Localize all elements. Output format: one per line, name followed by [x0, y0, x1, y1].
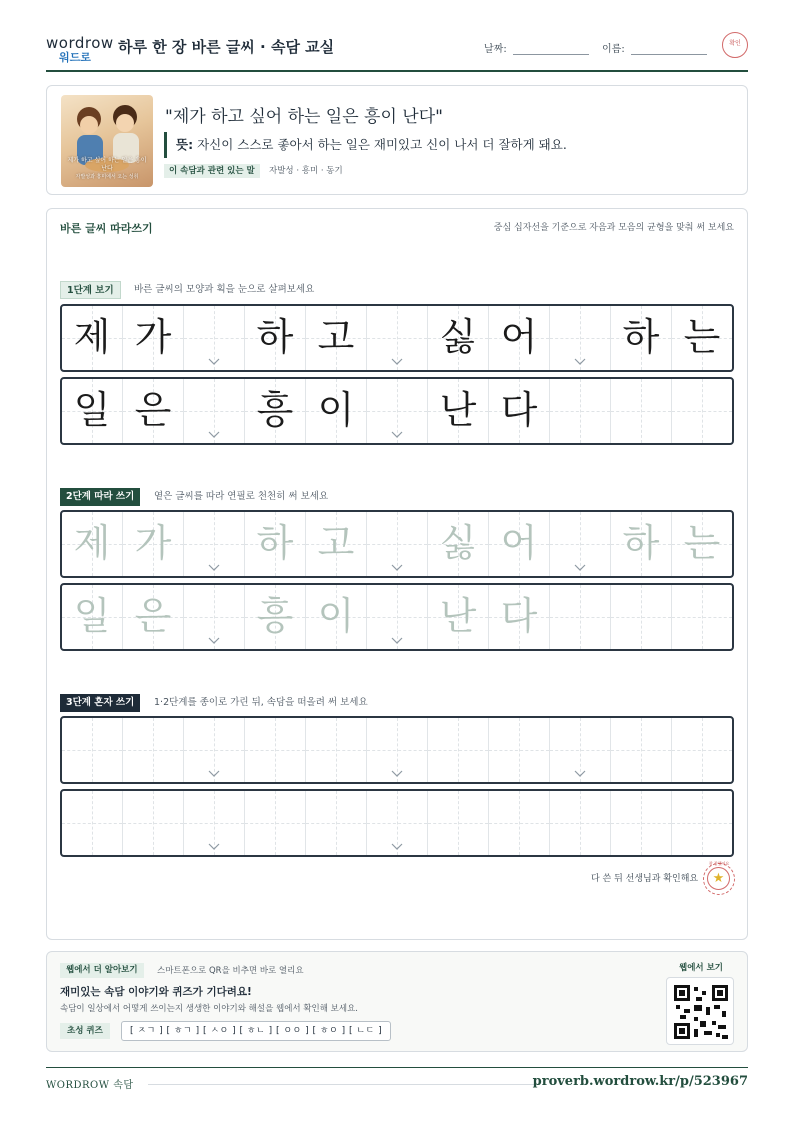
trace-character: 일 — [73, 594, 111, 638]
grid-cell[interactable] — [123, 512, 184, 576]
word-spacing-icon — [574, 564, 586, 572]
stage2-row-1[interactable] — [60, 510, 734, 578]
practice-hint: 중심 십자선을 기준으로 자음과 모음의 균형을 맞춰 써 보세요 — [493, 223, 734, 233]
qr-label: 웹에서 보기 — [679, 963, 724, 973]
grid-cell[interactable] — [611, 585, 672, 649]
footer-brand: WORDROW 속담 — [46, 1080, 134, 1091]
page-header — [46, 30, 748, 72]
web-headline: 재미있는 속담 이야기와 퀴즈가 기다려요! — [60, 986, 252, 998]
trace-character: 하 — [622, 521, 660, 565]
grid-cell[interactable] — [367, 791, 428, 855]
grid-cell[interactable] — [672, 512, 732, 576]
guide-line-vertical — [580, 585, 581, 649]
grid-cell[interactable] — [489, 791, 550, 855]
model-character: 이 — [317, 388, 355, 432]
grid-cell — [62, 379, 123, 443]
guide-line-vertical — [153, 791, 154, 855]
guide-line-vertical — [641, 791, 642, 855]
logo-korean: 워드로 — [59, 51, 91, 64]
grid-cell — [672, 306, 732, 370]
grid-cell[interactable] — [489, 718, 550, 782]
word-spacing-icon — [391, 637, 403, 645]
grid-cell[interactable] — [611, 718, 672, 782]
name-line[interactable] — [631, 54, 707, 55]
model-character: 어 — [500, 315, 538, 359]
stage1-row-1 — [60, 304, 734, 372]
stage3-label: 3단계 혼자 쓰기 — [60, 694, 140, 712]
grid-cell[interactable] — [184, 718, 245, 782]
grid-cell[interactable] — [367, 718, 428, 782]
grid-cell — [367, 379, 428, 443]
grid-cell[interactable] — [428, 585, 489, 649]
date-label: 날짜: — [484, 44, 507, 55]
proverb-illustration — [61, 95, 153, 187]
web-badge-hint: 스마트폰으로 QR을 비추면 바로 열리요 — [157, 966, 304, 976]
grid-cell[interactable] — [489, 512, 550, 576]
trace-character: 어 — [500, 521, 538, 565]
guide-line-vertical — [458, 718, 459, 782]
grid-cell[interactable] — [611, 791, 672, 855]
footer-url[interactable]: proverb.wordrow.kr/p/523967 — [532, 1074, 748, 1089]
guide-line-vertical — [275, 791, 276, 855]
model-character: 제 — [73, 315, 111, 359]
guide-line-vertical — [519, 791, 520, 855]
qr-code[interactable] — [666, 977, 734, 1045]
stage1-desc: 바른 글씨의 모양과 획을 눈으로 살펴보세요 — [134, 284, 315, 295]
good-job-stamp — [703, 863, 735, 895]
word-spacing-icon — [208, 358, 220, 366]
grid-cell[interactable] — [672, 791, 732, 855]
web-desc: 속담이 일상에서 어떻게 쓰이는지 생생한 이야기와 해설을 웹에서 확인해 보세요. — [60, 1004, 358, 1014]
model-character: 흥 — [256, 388, 294, 432]
grid-cell[interactable] — [306, 791, 367, 855]
quiz-label: 초성 퀴즈 — [60, 1023, 110, 1039]
stage3-row-2[interactable] — [60, 789, 734, 857]
grid-cell[interactable] — [245, 791, 306, 855]
grid-cell[interactable] — [62, 791, 123, 855]
grid-cell[interactable] — [550, 718, 611, 782]
trace-character: 흥 — [256, 594, 294, 638]
model-character: 싫 — [439, 315, 477, 359]
grid-cell — [62, 306, 123, 370]
stage1-row-2 — [60, 377, 734, 445]
grid-cell[interactable] — [428, 791, 489, 855]
word-spacing-icon — [391, 843, 403, 851]
word-spacing-icon — [391, 358, 403, 366]
grid-cell[interactable] — [550, 585, 611, 649]
guide-line-vertical — [580, 791, 581, 855]
grid-cell[interactable] — [123, 585, 184, 649]
grid-cell — [489, 306, 550, 370]
trace-character: 가 — [134, 521, 172, 565]
grid-cell[interactable] — [550, 791, 611, 855]
stage2-label: 2단계 따라 쓰기 — [60, 488, 140, 506]
model-character: 고 — [317, 315, 355, 359]
grid-cell — [611, 379, 672, 443]
grid-cell[interactable] — [428, 512, 489, 576]
stage3-row-1[interactable] — [60, 716, 734, 784]
related-label: 이 속담과 관련 있는 말 — [164, 164, 260, 178]
good-job-stamp-text: 참 잘했어요 — [708, 861, 730, 866]
grid-cell[interactable] — [306, 718, 367, 782]
grid-cell[interactable] — [184, 791, 245, 855]
footer-divider — [148, 1084, 538, 1085]
guide-line-vertical — [702, 718, 703, 782]
guide-line-vertical — [702, 585, 703, 649]
model-character: 은 — [134, 388, 172, 432]
grid-cell[interactable] — [428, 718, 489, 782]
grid-cell — [367, 306, 428, 370]
grid-cell[interactable] — [550, 512, 611, 576]
grid-cell — [428, 379, 489, 443]
grid-cell[interactable] — [184, 585, 245, 649]
grid-cell[interactable] — [306, 585, 367, 649]
logo-wordmark: wordrow — [46, 34, 114, 52]
guide-line-vertical — [275, 718, 276, 782]
confirm-stamp: 확인 — [722, 32, 748, 58]
model-character: 하 — [256, 315, 294, 359]
illustration-caption-main: 제가 하고 싶어 하는 일은 흥이 난다 — [67, 157, 147, 172]
grid-cell[interactable] — [123, 718, 184, 782]
grid-cell — [245, 306, 306, 370]
date-line[interactable] — [513, 54, 589, 55]
grid-cell[interactable] — [367, 512, 428, 576]
page-footer — [46, 1067, 748, 1097]
model-character: 가 — [134, 315, 172, 359]
word-spacing-icon — [208, 637, 220, 645]
guide-line-vertical — [702, 791, 703, 855]
word-spacing-icon — [574, 770, 586, 778]
grid-cell[interactable] — [62, 585, 123, 649]
guide-line-vertical — [153, 718, 154, 782]
guide-line-vertical — [519, 718, 520, 782]
grid-cell — [672, 379, 732, 443]
grid-cell — [306, 379, 367, 443]
grid-cell[interactable] — [489, 585, 550, 649]
grid-cell[interactable] — [62, 512, 123, 576]
grid-cell[interactable] — [184, 512, 245, 576]
grid-cell — [184, 306, 245, 370]
grid-cell — [550, 379, 611, 443]
grid-cell[interactable] — [611, 512, 672, 576]
guide-line-vertical — [458, 791, 459, 855]
grid-cell[interactable] — [672, 585, 732, 649]
grid-cell[interactable] — [62, 718, 123, 782]
trace-character: 하 — [256, 521, 294, 565]
word-spacing-icon — [574, 358, 586, 366]
grid-cell[interactable] — [245, 585, 306, 649]
word-spacing-icon — [208, 564, 220, 572]
guide-line-vertical — [641, 379, 642, 443]
trace-character: 제 — [73, 521, 111, 565]
grid-cell — [123, 379, 184, 443]
grid-cell[interactable] — [123, 791, 184, 855]
guide-line-vertical — [641, 585, 642, 649]
stage3-desc: 1·2단계를 종이로 가린 뒤, 속담을 떠올려 써 보세요 — [154, 697, 368, 708]
guide-line-vertical — [92, 791, 93, 855]
date-field[interactable] — [484, 40, 589, 55]
illustration-caption-sub: 자발성과 흥미에서 오는 성취 — [75, 174, 139, 180]
grid-cell — [245, 379, 306, 443]
grid-cell[interactable] — [672, 718, 732, 782]
grid-cell[interactable] — [245, 718, 306, 782]
guide-line-vertical — [641, 718, 642, 782]
grid-cell — [489, 379, 550, 443]
grid-cell — [123, 306, 184, 370]
proverb-meaning — [164, 132, 567, 158]
name-field[interactable] — [602, 40, 707, 55]
model-character: 하 — [622, 315, 660, 359]
wordrow-logo — [46, 34, 114, 64]
grid-cell[interactable] — [306, 512, 367, 576]
model-character: 일 — [73, 388, 111, 432]
trace-character: 싫 — [439, 521, 477, 565]
word-spacing-icon — [208, 843, 220, 851]
name-label: 이름: — [602, 44, 625, 55]
stage2-desc: 옅은 글씨를 따라 연필로 천천히 써 보세요 — [154, 491, 329, 502]
guide-line-vertical — [702, 379, 703, 443]
guide-line-vertical — [336, 718, 337, 782]
page-title: 하루 한 장 바른 글씨 · 속담 교실 — [118, 38, 335, 56]
stage2-row-2[interactable] — [60, 583, 734, 651]
meaning-label: 뜻: — [176, 137, 194, 152]
stage1-label: 1단계 보기 — [60, 281, 121, 299]
word-spacing-icon — [391, 770, 403, 778]
proverb-card — [46, 85, 748, 195]
grid-cell — [611, 306, 672, 370]
word-spacing-icon — [391, 564, 403, 572]
grid-cell — [428, 306, 489, 370]
model-character: 는 — [683, 315, 721, 359]
guide-line-vertical — [580, 379, 581, 443]
trace-character: 다 — [500, 594, 538, 638]
illustration-caption — [65, 157, 149, 181]
trace-character: 난 — [439, 594, 477, 638]
proverb-title: "제가 하고 싶어 하는 일은 흥이 난다" — [165, 107, 443, 127]
model-character: 다 — [500, 388, 538, 432]
trace-character: 은 — [134, 594, 172, 638]
grid-cell[interactable] — [367, 585, 428, 649]
grid-cell — [184, 379, 245, 443]
initial-consonant-quiz: [ ㅈㄱ ] [ ㅎㄱ ] [ ㅅㅇ ] [ ㅎㄴ ] [ ㅇㅇ ] [ ㅎㅇ ] [ ㄴㄷ ] — [121, 1021, 391, 1041]
trace-character: 고 — [317, 521, 355, 565]
guide-line-vertical — [92, 718, 93, 782]
trace-character: 이 — [317, 594, 355, 638]
grid-cell — [550, 306, 611, 370]
grid-cell[interactable] — [245, 512, 306, 576]
trace-character: 는 — [683, 521, 721, 565]
star-icon: ★ — [707, 867, 730, 890]
web-section — [46, 951, 748, 1052]
web-badge: 웹에서 더 알아보기 — [60, 963, 144, 978]
model-character: 난 — [439, 388, 477, 432]
meaning-text: 자신이 스스로 좋아서 하는 일은 재미있고 신이 나서 더 잘하게 돼요. — [197, 137, 567, 152]
guide-line-vertical — [336, 791, 337, 855]
word-spacing-icon — [208, 770, 220, 778]
check-note: 다 쓴 뒤 선생님과 확인해요 — [591, 874, 699, 884]
word-spacing-icon — [208, 431, 220, 439]
practice-title: 바른 글씨 따라쓰기 — [60, 222, 153, 235]
related-words: 자발성 · 흥미 · 동기 — [269, 166, 343, 176]
grid-cell — [306, 306, 367, 370]
word-spacing-icon — [391, 431, 403, 439]
qr-code-icon — [674, 985, 728, 1039]
